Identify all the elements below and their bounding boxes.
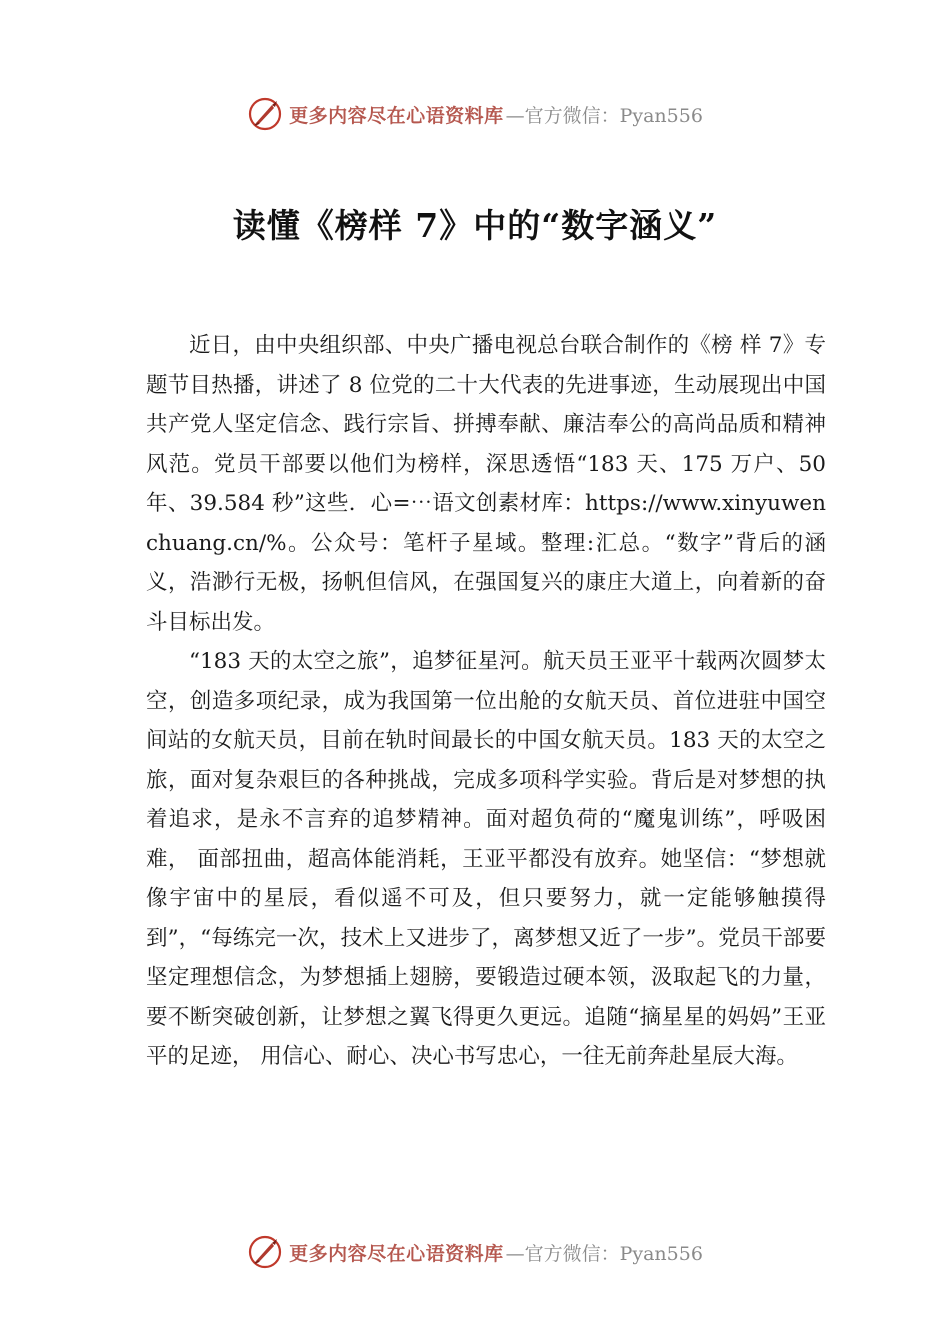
watermark-wechat-text: —官方微信：Pyan556: [505, 1242, 703, 1265]
document-body: [146, 326, 826, 1077]
watermark-brand-text: 更多内容尽在心语资料库: [289, 104, 504, 127]
watermark-wechat-text: —官方微信：Pyan556: [505, 104, 703, 127]
body-paragraph: “183 天的太空之旅”，追梦征星河。航天员王亚平十载两次圆梦太空，创造多项纪录，成为我国第一位出舱的女航天员、首位进驻中国空间站的女航天员，目前在轨时间最长的中国女航天员。183 天的太空之旅，面对复杂艰巨的各种挑战，完成多项科学实验。背后是对梦想的执着追求，是永不言弃的追梦精神。面对超负荷的“魔鬼训练”，呼吸困难， 面部扭曲，超高体能消耗，王亚平都没有放弃。她坚信：“梦想就像宇宙中的星辰，看似遥不可及，但只要努力，就一定能够触摸得到”，“每练完一次，技术上又进步了，离梦想又近了一步”。党员干部要坚定理想信念，为梦想插上翅膀，要锻造过硬本领，汲取起飞的力量，要不断突破创新，让梦想之翼飞得更久更远。追随“摘星星的妈妈”王亚平的足迹， 用信心、耐心、决心书写忠心，一往无前奔赴星辰大海。: [146, 649, 826, 1069]
footer-watermark: [0, 1232, 950, 1272]
watermark-brand-text: 更多内容尽在心语资料库: [289, 1242, 504, 1265]
header-watermark: [0, 94, 950, 134]
body-paragraph: 近日，由中央组织部、中央广播电视总台联合制作的《榜 样 7》专题节目热播，讲述了 8 位党的二十大代表的先进事迹，生动展现出中国共产党人坚定信念、践行宗旨、拼搏奉献、廉洁奉公的高尚品质和精神风范。党员干部要以他们为榜样，深思透悟“183 天、175 万户、50 年、39.584 秒”这些．心=⋯语文创素材库：https://www.xinyuwenchuang.cn/%。公众号：笔杆子星域。整理:汇总。“数字”背后的涵义，浩渺行无极，扬帆但信风，在强国复兴的康庄大道上，向着新的奋斗目标出发。: [146, 333, 826, 635]
quill-pen-circle-icon: [247, 96, 283, 132]
quill-pen-circle-icon: [247, 1234, 283, 1270]
document-title: 读懂《榜样 7》中的“数字涵义”: [232, 206, 718, 245]
